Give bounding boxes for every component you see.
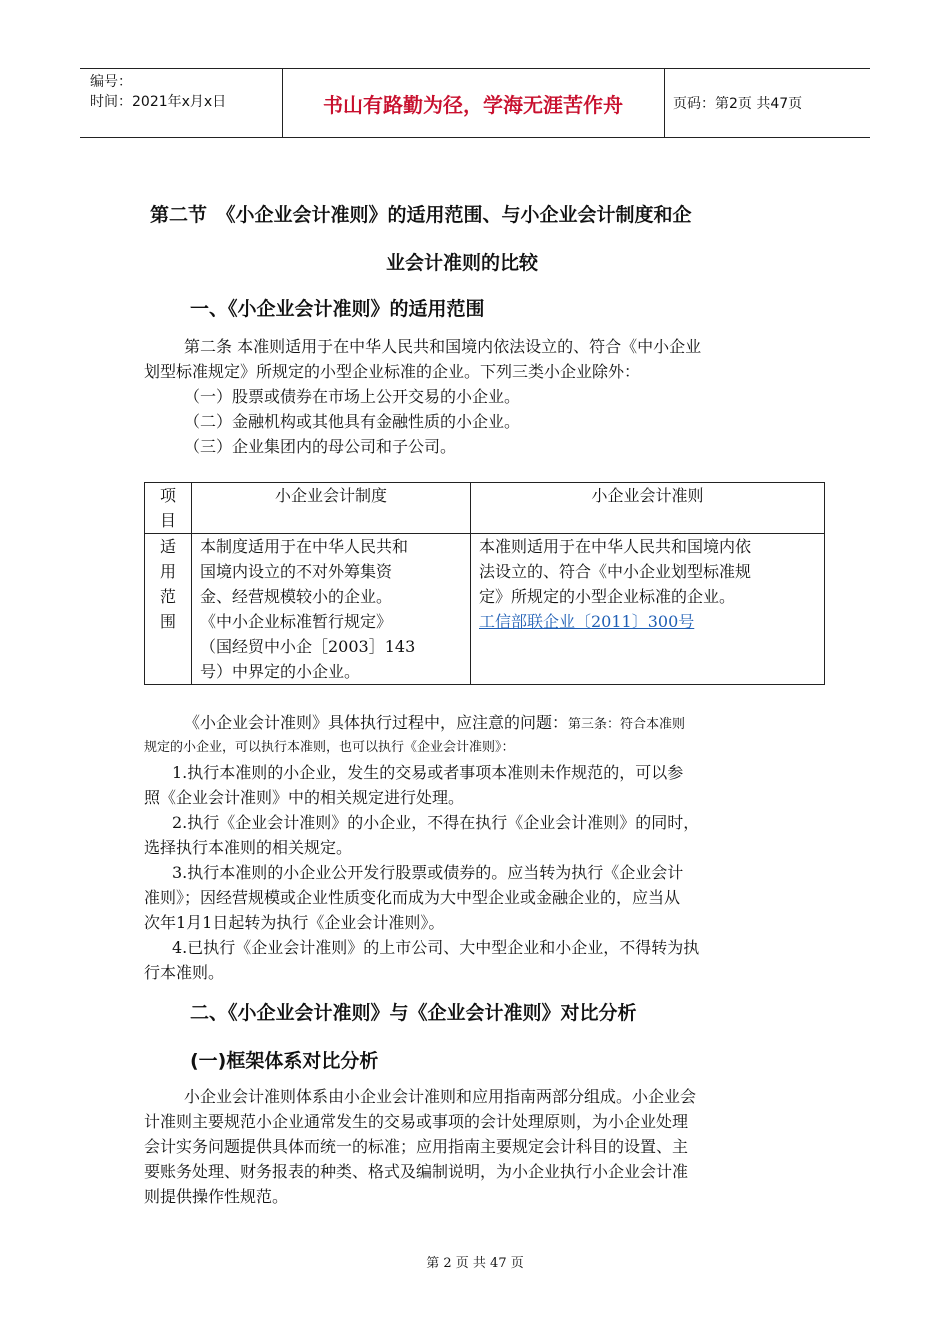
row-label-char: 围 [159,612,176,631]
article-line-2: 划型标准规定》所规定的小型企业标准的企业。下列三类小企业除外： [144,362,641,381]
notes-intro-line-1 [184,710,685,737]
part2-paragraph-line: 计准则主要规范小企业通常发生的交易或事项的会计处理原则，为小企业处理 [144,1112,689,1131]
row-label-char: 适 [159,537,176,556]
part2-paragraph-line: 会计实务问题提供具体而统一的标准；应用指南主要规定会计科目的设置、主 [144,1137,689,1156]
header-meta [90,72,226,112]
header-page-info: 页码：第2页 共47页 [673,96,803,112]
article-three-text: 第三条：符合本准则 [568,717,686,732]
note-1-line-1: 1.执行本准则的小企业，发生的交易或者事项本准则未作规范的，可以参 [172,763,684,782]
header-item-char: 项 [159,486,176,505]
note-2-line-1: 2.执行《企业会计准则》的小企业，不得在执行《企业会计准则》的同时， [172,813,700,832]
part2-heading: 二、《小企业会计准则》与《企业会计准则》对比分析 [190,1002,637,1024]
cell-line: （国经贸中小企［2003］143 [200,637,416,656]
row-label-char: 范 [159,587,176,606]
note-4-line-1: 4.已执行《企业会计准则》的上市公司、大中型企业和小企业，不得转为执 [172,938,700,957]
cell-line: 《中小企业标准暂行规定》 [200,612,393,631]
note-3-line-2: 准则》；因经营规模或企业性质变化而成为大中型企业或金融企业的，应当从 [144,888,681,907]
cell-line: 本准则适用于在中华人民共和国境内依 [479,537,752,556]
time-label: 时间：2021年x月x日 [90,94,227,110]
exception-item: （三）企业集团内的母公司和子公司。 [184,437,457,456]
system-scope-cell [192,534,471,685]
cell-line: 法设立的、符合《中小企业划型标准规 [479,562,752,581]
part2-paragraph-line: 则提供操作性规范。 [144,1187,289,1206]
note-4-line-2: 行本准则。 [144,963,225,982]
exception-item: （一）股票或债券在市场上公开交易的小企业。 [184,387,521,406]
header-cell-system: 小企业会计制度 [192,483,471,534]
note-3-line-3: 次年1月1日起转为执行《企业会计准则》。 [144,913,445,932]
header-cell-standard: 小企业会计准则 [471,483,825,534]
cell-line: 金、经营规模较小的企业。 [200,587,393,606]
header-cell-item [145,483,192,534]
page-header [80,68,870,138]
section-title-line-1: 第二节 《小企业会计准则》的适用范围、与小企业会计制度和企 [150,204,692,226]
part2-paragraph-line: 要账务处理、财务报表的种类、格式及编制说明，为小企业执行小企业会计准 [144,1162,689,1181]
regulation-link[interactable]: 工信部联企业〔2011〕300号 [479,612,695,631]
part1-heading: 一、《小企业会计准则》的适用范围 [190,298,485,320]
header-motto: 书山有路勤为径，学海无涯苦作舟 [323,92,623,117]
note-1-line-2: 照《企业会计准则》中的相关规定进行处理。 [144,788,465,807]
cell-line: 本制度适用于在中华人民共和 [200,537,409,556]
section-title-line-2: 业会计准则的比较 [386,252,539,274]
exception-item: （二）金融机构或其他具有金融性质的小企业。 [184,412,521,431]
part2-subheading: (一)框架体系对比分析 [190,1050,379,1072]
cell-line: 号）中界定的小企业。 [200,662,361,681]
table-row [145,534,825,685]
standard-scope-cell [471,534,825,685]
notes-intro-line-2: 规定的小企业，可以执行本准则，也可以执行《企业会计准则》： [144,740,515,755]
row-label-cell [145,534,192,685]
header-item-char: 目 [159,511,176,530]
notes-intro-text: 《小企业会计准则》具体执行过程中，应注意的问题： [184,713,569,732]
note-3-line-1: 3.执行本准则的小企业公开发行股票或债券的。应当转为执行《企业会计 [172,863,684,882]
note-2-line-2: 选择执行本准则的相关规定。 [144,838,353,857]
row-label-char: 用 [159,562,176,581]
cell-line: 定》所规定的小型企业标准的企业。 [479,587,736,606]
table-header-row [145,483,825,534]
number-label: 编号： [90,74,132,90]
cell-line: 国境内设立的不对外筹集资 [200,562,393,581]
comparison-table [144,482,825,685]
article-line-1: 第二条 本准则适用于在中华人民共和国境内依法设立的、符合《中小企业 [184,337,702,356]
part2-paragraph-line: 小企业会计准则体系由小企业会计准则和应用指南两部分组成。小企业会 [184,1087,697,1106]
page-footer: 第 2 页 共 47 页 [426,1256,524,1271]
